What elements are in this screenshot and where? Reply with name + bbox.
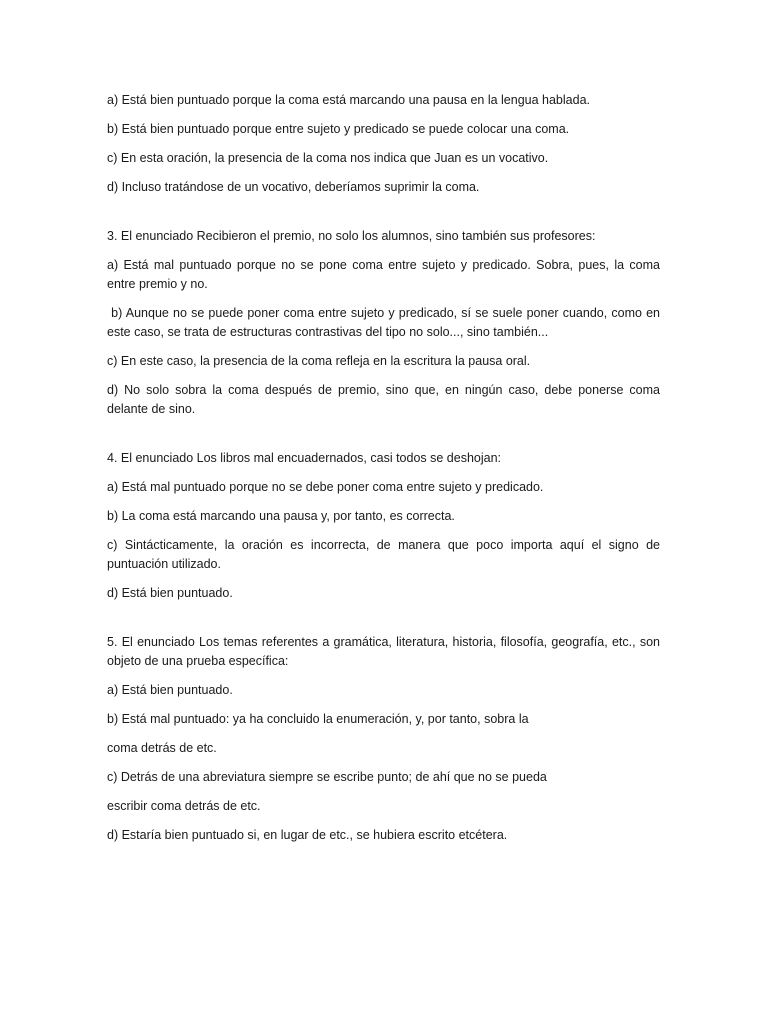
spacer	[107, 613, 660, 633]
q3-option-b: b) Aunque no se puede poner coma entre sujeto y predicado, sí se suele poner cuando, como en este caso, se trata de estructuras contrastivas del tipo no solo..., sino también...	[107, 306, 664, 339]
option-c: c) En esta oración, la presencia de la coma nos indica que Juan es un vocativo.	[107, 151, 549, 165]
q4-option-d: d) Está bien puntuado.	[107, 586, 233, 600]
option-a: a) Está bien puntuado porque la coma está marcando una pausa en la lengua hablada.	[107, 93, 590, 107]
spacer	[107, 207, 660, 227]
question-3: 3. El enunciado Recibieron el premio, no solo los alumnos, sino también sus profesores:	[107, 229, 596, 243]
question-5: 5. El enunciado Los temas referentes a gramática, literatura, historia, filosofía, geografía, etc., son objeto de una prueba específica:	[107, 635, 660, 668]
question-4: 4. El enunciado Los libros mal encuadernados, casi todos se deshojan:	[107, 451, 502, 465]
document-page	[107, 91, 664, 855]
option-d: d) Incluso tratándose de un vocativo, deberíamos suprimir la coma.	[107, 180, 480, 194]
q5-option-b-line1: b) Está mal puntuado: ya ha concluido la enumeración, y, por tanto, sobra la	[107, 712, 529, 726]
q4-option-b: b) La coma está marcando una pausa y, por tanto, es correcta.	[107, 509, 455, 523]
q5-option-c-line2: escribir coma detrás de etc.	[107, 799, 261, 813]
q5-option-c-line1: c) Detrás de una abreviatura siempre se escribe punto; de ahí que no se pueda	[107, 770, 547, 784]
q4-option-a: a) Está mal puntuado porque no se debe poner coma entre sujeto y predicado.	[107, 480, 544, 494]
q5-option-d: d) Estaría bien puntuado si, en lugar de etc., se hubiera escrito etcétera.	[107, 828, 508, 842]
q3-option-c: c) En este caso, la presencia de la coma refleja en la escritura la pausa oral.	[107, 354, 531, 368]
q5-option-b-line2: coma detrás de etc.	[107, 741, 217, 755]
q5-option-a: a) Está bien puntuado.	[107, 683, 233, 697]
q4-option-c: c) Sintácticamente, la oración es incorrecta, de manera que poco importa aquí el signo de puntuación utilizado.	[107, 538, 660, 571]
q3-option-d: d) No solo sobra la coma después de premio, sino que, en ningún caso, debe ponerse coma delante de sino.	[107, 383, 660, 416]
option-b: b) Está bien puntuado porque entre sujeto y predicado se puede colocar una coma.	[107, 122, 570, 136]
q3-option-a: a) Está mal puntuado porque no se pone coma entre sujeto y predicado. Sobra, pues, la coma entre premio y no.	[107, 258, 660, 291]
spacer	[107, 429, 660, 449]
